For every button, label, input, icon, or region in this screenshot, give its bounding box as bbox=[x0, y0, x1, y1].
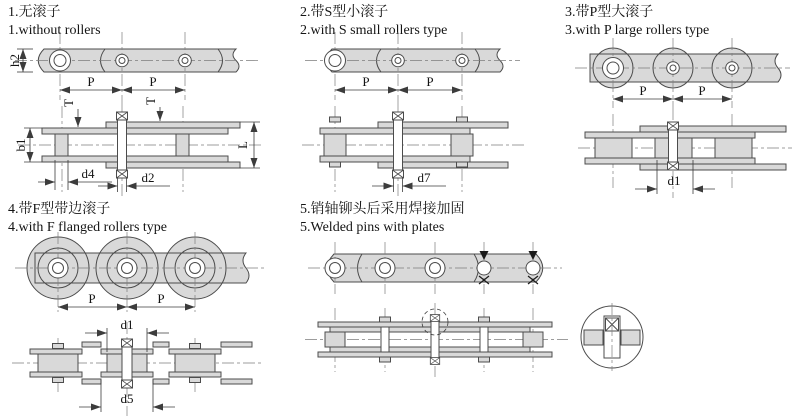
section-1-plan-view bbox=[7, 32, 258, 100]
section-1 bbox=[7, 4, 264, 198]
pin-icon bbox=[425, 258, 445, 278]
rivet-head-icon bbox=[122, 339, 133, 347]
pin-icon bbox=[667, 62, 680, 75]
dim-label-d7: d7 bbox=[417, 170, 431, 185]
section-4-title-en: 4.with F flanged rollers type bbox=[8, 220, 168, 235]
section-5-title-zh: 5.销轴铆头后采用焊接加固 bbox=[300, 202, 465, 217]
pin-icon bbox=[179, 54, 192, 67]
rivet-head-icon bbox=[380, 317, 391, 322]
pin-icon bbox=[325, 258, 345, 278]
rivet-head-icon bbox=[122, 380, 133, 388]
pin-icon bbox=[116, 54, 129, 67]
rivet-head-icon bbox=[668, 122, 679, 130]
dim-label-T: T bbox=[61, 99, 76, 107]
center-pin bbox=[117, 112, 128, 178]
dim-label-b1: b1 bbox=[13, 138, 28, 152]
rivet-head-icon bbox=[479, 357, 490, 362]
dim-label-p: P bbox=[149, 74, 157, 89]
pin-icon bbox=[603, 58, 624, 79]
dim-label-L: L bbox=[235, 141, 250, 149]
section-3-title-en: 3.with P large rollers type bbox=[565, 23, 710, 38]
weld-detail-view bbox=[581, 303, 643, 371]
dim-label-p: P bbox=[157, 291, 165, 306]
dim-label-d4: d4 bbox=[81, 166, 95, 181]
rivet-head-icon bbox=[190, 344, 201, 349]
pin-icon bbox=[117, 258, 137, 278]
flanged-roller-left bbox=[30, 344, 82, 383]
section-1-title-zh: 1.无滚子 bbox=[8, 5, 61, 20]
dim-label-h2: h2 bbox=[7, 54, 22, 67]
rivet-head-icon bbox=[117, 112, 128, 120]
section-2-side-view bbox=[302, 100, 525, 198]
center-pin bbox=[393, 112, 404, 178]
dim-label-p: P bbox=[88, 291, 96, 306]
dim-label-d5: d5 bbox=[120, 391, 134, 406]
rivet-head-icon bbox=[190, 378, 201, 383]
pin-icon bbox=[50, 50, 71, 71]
center-pin bbox=[668, 122, 679, 170]
section-4-side-view bbox=[12, 317, 262, 416]
rivet-head-icon bbox=[393, 170, 404, 178]
pin-icon bbox=[726, 62, 739, 75]
rivet-head-icon bbox=[380, 357, 391, 362]
section-1-side-view bbox=[13, 97, 264, 198]
rivet-head-icon bbox=[479, 317, 490, 322]
pin-icon bbox=[325, 50, 346, 71]
rivet-head-icon bbox=[457, 117, 468, 122]
dimension-h2 bbox=[7, 49, 33, 72]
section-3 bbox=[565, 3, 792, 198]
section-4-title-zh: 4.带F型带边滚子 bbox=[8, 202, 111, 217]
pin-icon bbox=[375, 258, 395, 278]
section-2-title-zh: 2.带S型小滚子 bbox=[300, 5, 389, 20]
dim-label-p: P bbox=[639, 83, 647, 98]
weld-head-icon bbox=[430, 358, 439, 365]
dimension-pitch bbox=[60, 74, 185, 90]
section-2-title-en: 2.with S small rollers type bbox=[300, 23, 448, 38]
section-3-title-zh: 3.带P型大滚子 bbox=[565, 5, 654, 20]
rivet-head-icon bbox=[117, 170, 128, 178]
flanged-roller-center-pin bbox=[101, 339, 153, 388]
pin-icon bbox=[392, 54, 405, 67]
dim-label-d1: d1 bbox=[120, 317, 134, 332]
dimension-pitch bbox=[335, 74, 462, 90]
section-1-title-en: 1.without rollers bbox=[8, 23, 101, 38]
rivet-head-icon bbox=[330, 117, 341, 122]
rivet-head-icon bbox=[457, 162, 468, 167]
flanged-roller-right bbox=[169, 344, 221, 383]
section-2-plan-view bbox=[305, 32, 520, 100]
section-4-plan-view bbox=[15, 232, 266, 312]
pin-icon bbox=[48, 258, 68, 278]
rivet-head-icon bbox=[393, 112, 404, 120]
weld-head-icon bbox=[430, 315, 439, 322]
rivet-head-icon bbox=[668, 162, 679, 170]
dimension-b1 bbox=[13, 128, 42, 162]
dimension-d7 bbox=[372, 170, 446, 192]
dim-label-T: T bbox=[143, 97, 158, 105]
section-5-side-view bbox=[305, 303, 568, 377]
dim-label-d1: d1 bbox=[667, 173, 681, 188]
dim-label-p: P bbox=[87, 74, 95, 89]
section-3-plan-view bbox=[575, 38, 790, 108]
dim-label-p: P bbox=[362, 74, 370, 89]
rivet-head-icon bbox=[53, 344, 64, 349]
section-5 bbox=[300, 200, 643, 377]
rivet-head-icon bbox=[53, 378, 64, 383]
section-3-side-view bbox=[578, 108, 792, 198]
dimension-d4 bbox=[38, 160, 112, 190]
section-5-title-en: 5.Welded pins with plates bbox=[300, 220, 445, 235]
pin-icon bbox=[456, 54, 469, 67]
dim-label-d2: d2 bbox=[141, 170, 155, 185]
section-5-plan-view bbox=[308, 242, 562, 294]
dim-label-p: P bbox=[698, 83, 706, 98]
pin-icon bbox=[185, 258, 205, 278]
section-2 bbox=[300, 3, 525, 198]
section-4 bbox=[8, 200, 266, 416]
rivet-head-icon bbox=[330, 162, 341, 167]
dimension-d2 bbox=[98, 170, 170, 192]
dim-label-p: P bbox=[426, 74, 434, 89]
